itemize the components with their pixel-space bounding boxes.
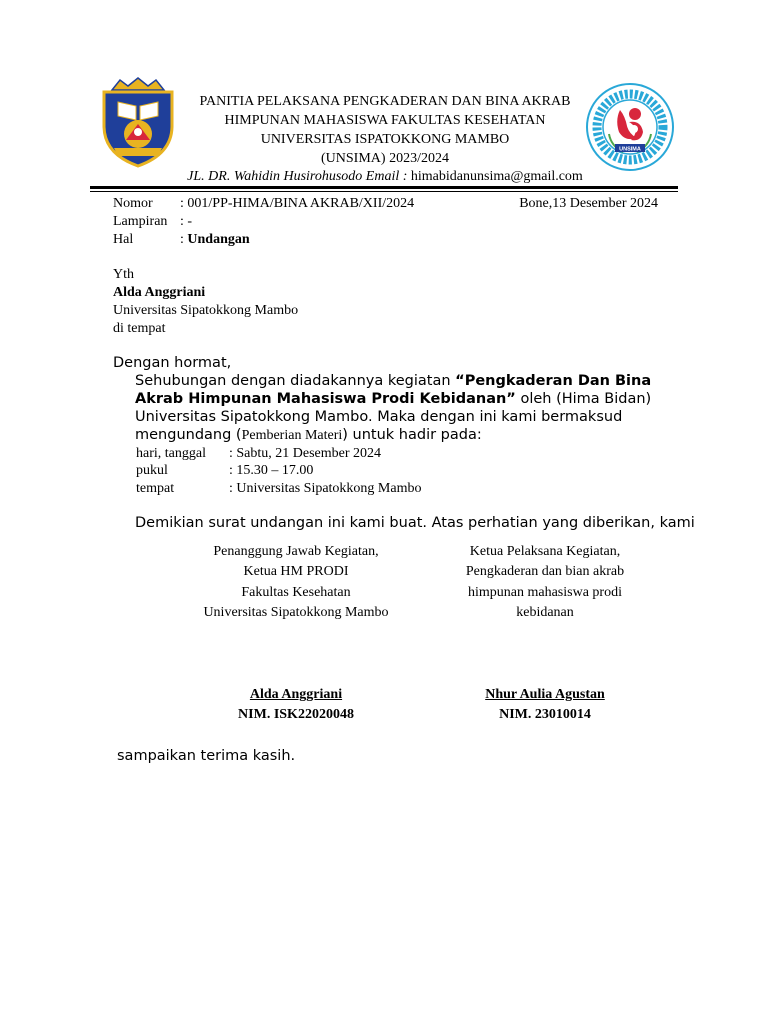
- emblem-text: UNSIMA: [619, 146, 641, 153]
- letterhead-line-3: UNIVERSITAS ISPATOKKONG MAMBO: [260, 132, 510, 147]
- signature-block-left: [166, 542, 426, 623]
- letter-body: [113, 354, 693, 445]
- letterhead-rule-thin: [90, 191, 678, 192]
- body-p1-start: Sehubungan dengan diadakannya kegiatan: [135, 373, 456, 389]
- schedule-value-time: : 15.30 – 17.00: [229, 463, 314, 478]
- body-p1-mid: oleh (Hima Bidan) Universitas Sipatokkong Mambo. Maka dengan ini kami bermaksud mengundang (: [135, 391, 652, 443]
- signature-right-line-3: himpunan mahasiswa prodi: [468, 584, 622, 600]
- nomor-value: : 001/PP-HIMA/BINA AKRAB/XII/2024: [180, 196, 415, 211]
- hal-colon: :: [180, 232, 188, 247]
- letterhead-line-4: (UNSIMA) 2023/2024: [321, 151, 449, 166]
- signatory-right-nim: NIM. 23010014: [499, 707, 591, 722]
- signature-right-line-1: Ketua Pelaksana Kegiatan,: [469, 544, 621, 559]
- nomor-label: Nomor: [113, 196, 153, 211]
- greeting: Dengan hormat,: [113, 355, 232, 371]
- lampiran-value: : -: [180, 214, 193, 229]
- hal-subject: Undangan: [187, 232, 250, 247]
- signature-right-line-2: Pengkaderan dan bian akrab: [465, 564, 625, 580]
- body-paragraph: [113, 372, 693, 445]
- email-link[interactable]: himabidanunsima@gmail.com: [410, 169, 583, 184]
- letterhead-line-2: HIMPUNAN MAHASISWA FAKULTAS KESEHATAN: [224, 113, 546, 128]
- university-crest-icon: [98, 76, 178, 168]
- closing-paragraph: [117, 514, 695, 532]
- signature-block-right: [415, 542, 675, 623]
- signature-left-line-2: Ketua HM PRODI: [243, 564, 349, 580]
- signatory-left-name: Alda Anggriani: [249, 687, 343, 702]
- schedule-label-time: pukul: [136, 463, 168, 478]
- signature-left-line-1: Penanggung Jawab Kegiatan,: [213, 544, 379, 559]
- recipient-name: Alda Anggriani: [113, 285, 206, 300]
- signature-left-line-4: Universitas Sipatokkong Mambo: [203, 604, 389, 620]
- final-line: sampaikan terima kasih.: [117, 748, 296, 764]
- hal-value: [180, 231, 250, 249]
- schedule-label-place: tempat: [136, 481, 175, 496]
- hal-label: Hal: [113, 232, 134, 247]
- schedule-value-date: : Sabtu, 21 Desember 2024: [229, 446, 382, 461]
- closing-text: Demikian surat undangan ini kami buat. Atas perhatian yang diberikan, kami: [135, 515, 695, 531]
- schedule-value-place: : Universitas Sipatokkong Mambo: [229, 481, 422, 496]
- letterhead-address: [140, 167, 630, 186]
- body-p1-end: ) untuk hadir pada:: [342, 427, 482, 443]
- signature-left-line-3: Fakultas Kesehatan: [241, 584, 351, 600]
- signatory-left-nim: NIM. ISK22020048: [238, 707, 354, 722]
- schedule-label-date: hari, tanggal: [136, 446, 206, 461]
- purpose-text: Pemberian Materi: [241, 428, 343, 443]
- recipient-yth: Yth: [113, 267, 134, 282]
- letterhead-rule-thick: [90, 186, 678, 189]
- event-name: “Pengkaderan Dan Bina Akrab Himpunan Mahasiswa Prodi Kebidanan”: [135, 373, 652, 407]
- address-text: JL. DR. Wahidin Husirohusodo Email :: [187, 169, 408, 184]
- signature-right-line-4: kebidanan: [516, 604, 574, 620]
- recipient-institution: Universitas Sipatokkong Mambo: [113, 303, 299, 318]
- recipient-place: di tempat: [113, 321, 166, 336]
- letter-date: Bone,13 Desember 2024: [519, 196, 658, 211]
- letterhead-line-1: PANITIA PELAKSANA PENGKADERAN DAN BINA AKRAB: [199, 94, 571, 109]
- signatory-right-name: Nhur Aulia Agustan: [485, 687, 605, 702]
- lampiran-label: Lampiran: [113, 214, 168, 229]
